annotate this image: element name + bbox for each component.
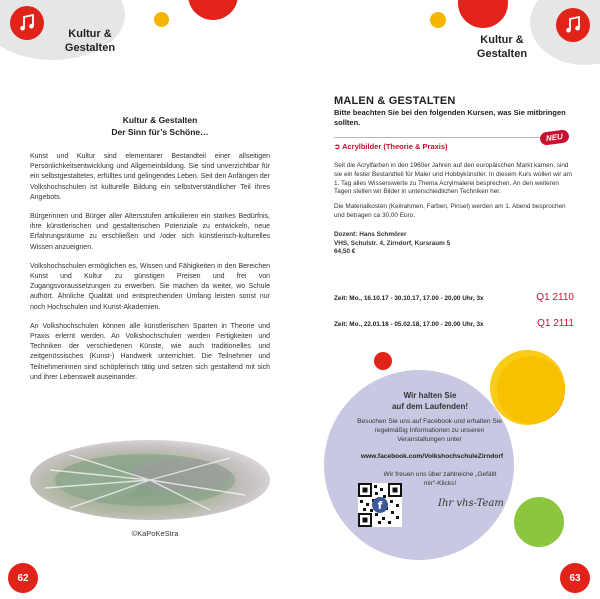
facebook-title-line1: Wir halten Sie	[403, 391, 457, 400]
facebook-box-text2: Wir freuen uns über zahlreiche „Gefällt mir“-Klicks!	[383, 471, 497, 487]
image-credit: ©KaPoKeStra	[131, 529, 179, 538]
facebook-box-title	[360, 390, 500, 412]
new-badge: NEU	[539, 129, 569, 146]
left-page-title	[60, 114, 260, 138]
left-paragraph: An Volkshochschulen können alle künstlerischen Sparten in Theorie und Praxis erlernt werden. An Volkshochschulen werden Fertigkeiten und Techniken der verschiedenen Künste, wie auch traditionelles und zeitgenössisches (Kunst-) Handwerk unterrichtet. Die Teilnehmer und Teilnehmerinnen sind schöpferisch tätig und setzen sich gestaltend mit sich und ihrer Lebenswelt auseinander.	[30, 322, 270, 381]
qr-code-icon	[358, 483, 402, 527]
header-dot-red-right	[458, 0, 508, 28]
music-note-icon	[10, 6, 44, 40]
page-number-right: 63	[560, 563, 590, 593]
microscope-image	[30, 440, 270, 520]
team-signature: Ihr vhs-Team	[438, 498, 504, 509]
facebook-icon: f	[372, 497, 388, 513]
music-note-icon	[556, 8, 590, 42]
course-paragraph: Die Materialkosten (Keilrahmen, Farben, Pinsel) werden am 1. Abend besprochen und betragen ca 30,00 Euro.	[334, 203, 566, 219]
deco-circle-red	[374, 352, 392, 370]
course-code: Q1 2110	[536, 292, 574, 303]
section-label-right: Kultur & Gestalten	[476, 34, 528, 60]
course-description	[334, 162, 574, 257]
section-label-left: Kultur & Gestalten	[64, 28, 116, 54]
facebook-title-line2: auf dem Laufenden!	[391, 402, 468, 411]
left-subtitle-line: Der Sinn für’s Schöne…	[111, 127, 209, 137]
header-dot-yellow-left	[154, 12, 169, 27]
date-text: Zeit: Mo., 16.10.17 - 30.10.17, 17.00 - 20.00 Uhr, 3x	[334, 295, 484, 302]
right-heading: MALEN & GESTALTEN	[334, 95, 456, 107]
right-subheading: Bitte beachten Sie bei den folgenden Kursen, was Sie mitbringen sollten.	[334, 108, 566, 127]
course-location: VHS, Schulstr. 4, Zirndorf, Kursraum 5	[334, 239, 451, 247]
date-row	[334, 292, 574, 303]
left-paragraph: Bürgerinnen und Bürger aller Altersstufen artikulieren ein starkes Bedürfnis, ihre künstlerischen und gestalterischen Potenziale zu entwickeln, neue Erfahrungsräume zu erschließen und /oder sich künstlerisch-kulturelles Wissen anzueignen.	[30, 213, 270, 251]
course-lecturer: Dozent: Hans Schmörer	[334, 230, 407, 238]
left-paragraph: Volkshochschulen ermöglichen es, Wissen und Fähigkeiten in den Bereichen Kunst und Kultur zu günstigen Preisen und frei von Zugangsvoraussetzungen zu erwerben. Sie machen da weiter, wo Schule aufhört. Ähnliche Qualität und entsprechenden Umfang leisten sonst nur noch Hochschulen und Kunst-Akademien.	[30, 262, 270, 311]
facebook-url-link[interactable]: www.facebook.com/VolkshochschuleZirndorf	[360, 453, 504, 460]
date-text: Zeit: Mo., 22.01.18 - 05.02.18, 17.00 - 20.00 Uhr, 3x	[334, 321, 484, 328]
facebook-box-text: Besuchen Sie uns auf Facebook und erhalten Sie regelmäßig Informationen zu unseren Veranstaltungen unter	[357, 418, 502, 443]
course-code: Q1 2111	[537, 318, 574, 329]
header-dot-red-left	[188, 0, 238, 20]
deco-circle-yellow	[490, 350, 565, 425]
course-paragraph: Seit die Acrylfarben in den 1960er Jahren auf den europäischen Markt kamen, sind sie ein fester Bestandteil für Maler und Hobbykünstler. In diesem Kurs wollen wir am 1. Tag alles Wissenswerte zu Thema Acrylmalerei besprechen. An den weiteren Tagen stellen wir Bilder in unterschiedlichen Techniken her.	[334, 162, 572, 196]
header-dot-yellow-right	[430, 12, 446, 28]
left-title-line: Kultur & Gestalten	[122, 115, 198, 125]
left-body-text	[30, 152, 270, 392]
divider-rule	[334, 137, 568, 138]
left-paragraph: Kunst und Kultur sind elementarer Bestandteil einer allseitigen Persönlichkeitsentwicklung und Allgemeinbildung. Sie sind unverzichtbar für ein selbstgestaltetes, erfülltes und gelingendes Leben. Seit den Anfängen der Volkshochschulen ist kulturelle Bildung ein selbstverständlicher Teil ihres Angebots.	[30, 153, 270, 201]
course-title: ➲ Acrylbilder (Theorie & Praxis)	[334, 142, 448, 151]
course-price: 64,50 €	[334, 248, 356, 256]
page-number-left: 62	[8, 563, 38, 593]
date-row	[334, 318, 574, 329]
